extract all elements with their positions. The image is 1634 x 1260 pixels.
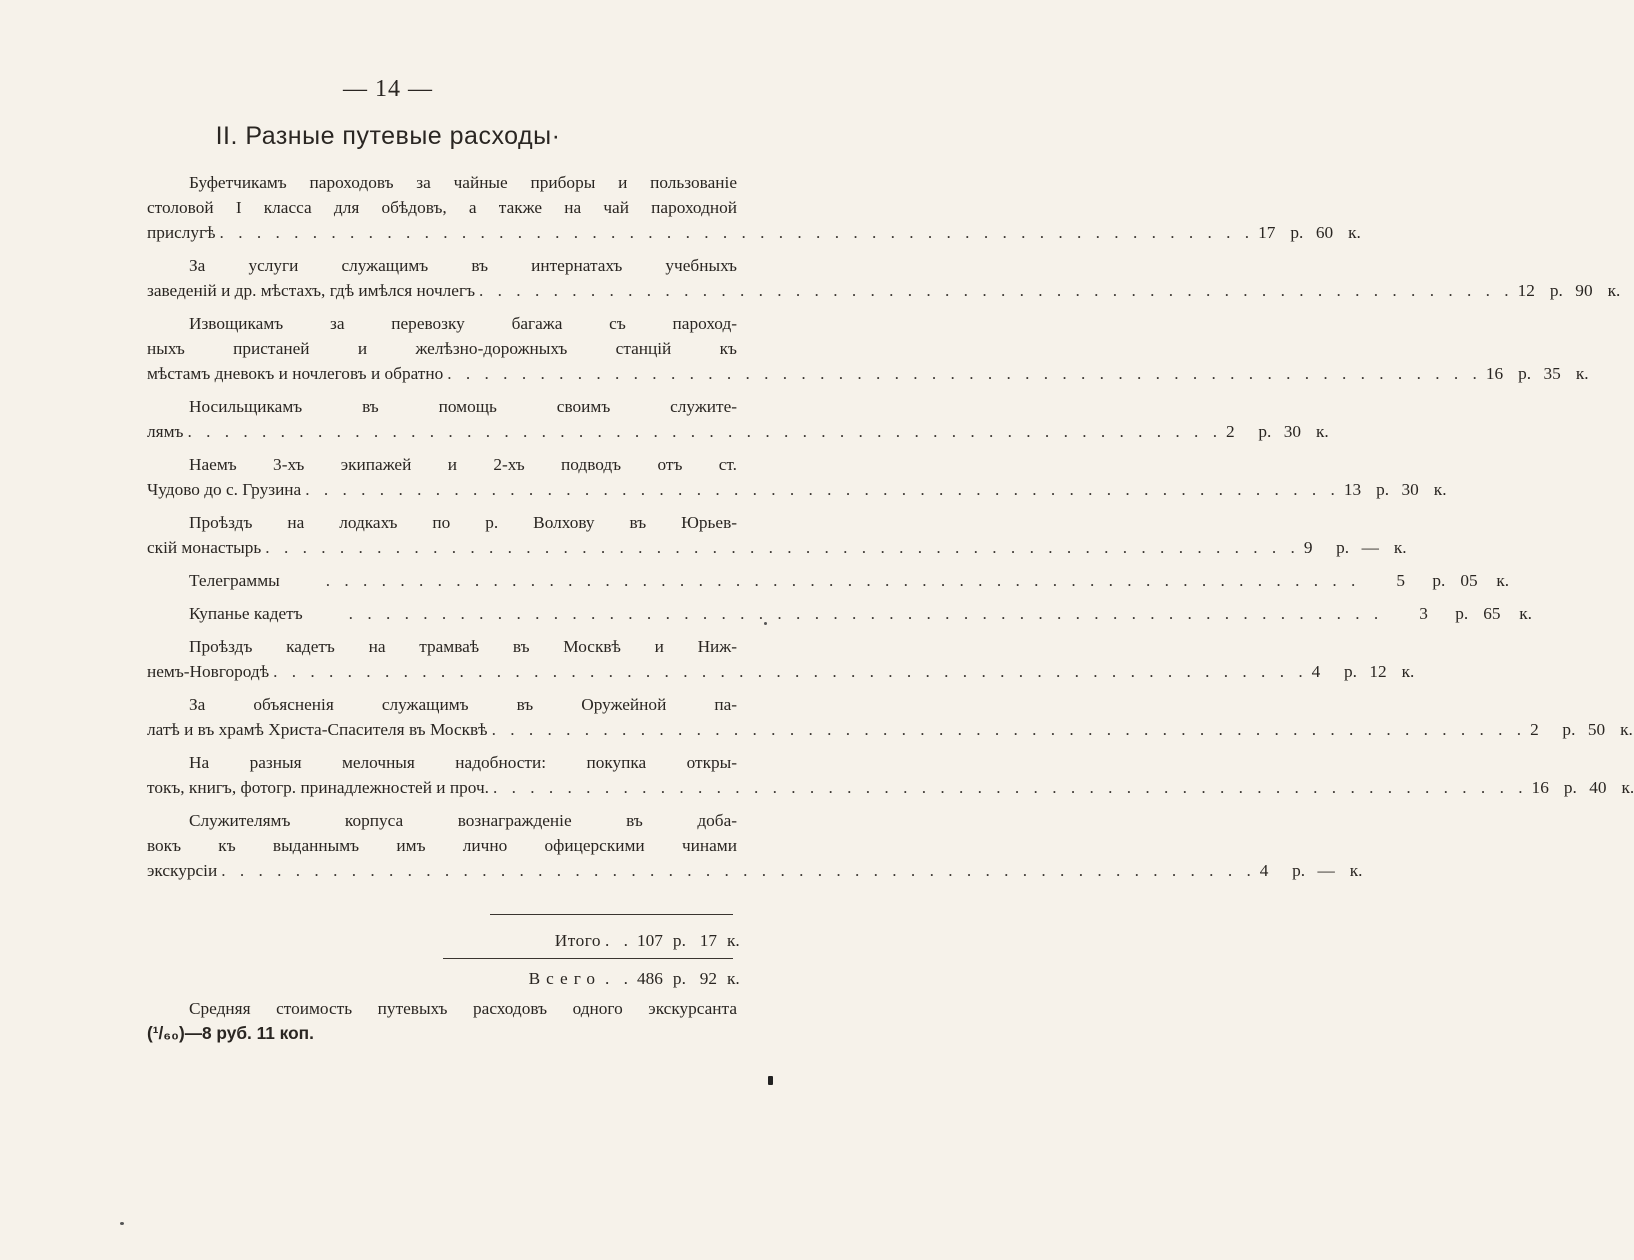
expense-entry — [147, 634, 1415, 684]
amount-kop-unit: к. — [1401, 662, 1415, 681]
amount-kop: 12 — [1369, 662, 1387, 681]
amount-kop: 40 — [1589, 778, 1607, 797]
amount-kop-unit: к. — [1349, 861, 1363, 880]
expense-entry — [147, 601, 1532, 626]
amount-kop-unit: к. — [1496, 571, 1510, 590]
expense-amount — [1303, 535, 1407, 560]
expense-text: латѣ и въ храмѣ Христа-Спасителя въ Москвѣ — [147, 720, 488, 739]
amount-kop: — — [1361, 538, 1379, 557]
expense-line-with-amount — [147, 419, 1329, 444]
expense-text: мѣстамъ дневокъ и ночлеговъ и обратно — [147, 364, 444, 383]
amount-kop: 50 — [1587, 720, 1606, 739]
expense-text: ныхъ пристаней и желѣзно-дорожныхъ станцій къ — [147, 339, 737, 358]
expense-amount — [1532, 775, 1632, 800]
expense-entry — [147, 452, 1447, 502]
amount-kop-unit: к. — [1348, 223, 1361, 242]
amount-rub: 17 — [1258, 223, 1276, 242]
total-label: Итого — [554, 931, 602, 950]
grand-total-rub: 486 — [637, 969, 663, 988]
expense-list — [147, 170, 1634, 891]
dot-leader — [284, 568, 1361, 593]
amount-kop-unit: к. — [1621, 778, 1634, 797]
expense-text: Наемъ 3-хъ экипажей и 2-хъ подводъ отъ ст. — [189, 455, 737, 474]
grand-total-leader: . . — [605, 969, 633, 988]
amount-kop-unit: к. — [1316, 422, 1329, 441]
dot-leader — [492, 717, 1527, 742]
amount-rub: 3 — [1419, 604, 1428, 623]
expense-text: Носильщикамъ въ помощь своимъ служите- — [189, 397, 737, 416]
amount-rub-unit: р. — [1343, 662, 1357, 681]
dot-leader — [273, 659, 1308, 684]
dot-leader — [493, 775, 1528, 800]
expense-line-with-amount — [147, 858, 1363, 883]
grand-total-kop-unit: к. — [727, 969, 740, 988]
expense-text: Проѣздъ кадетъ на трамваѣ въ Москвѣ и Ниж- — [189, 637, 737, 656]
expense-line-with-amount — [147, 775, 1634, 800]
amount-rub: 2 — [1530, 720, 1539, 739]
expense-amount — [1387, 601, 1532, 626]
expense-amount — [1343, 477, 1447, 502]
expense-text: токъ, книгъ, фотогр. принадлежностей и проч. — [147, 778, 489, 797]
expense-line-with-amount — [147, 717, 1633, 742]
average-cost-line2: (¹/₆₀)—8 руб. 11 коп. — [147, 1023, 314, 1043]
dot-leader — [187, 419, 1222, 444]
expense-amount — [1517, 278, 1621, 303]
amount-rub-unit: р. — [1432, 571, 1446, 590]
dot-leader — [447, 361, 1482, 386]
expense-text: За услуги служащимъ въ интернатахъ учебныхъ — [189, 256, 737, 275]
expense-amount — [1259, 858, 1363, 883]
expense-text: Служителямъ корпуса вознагражденіе въ доба- — [189, 811, 737, 830]
amount-rub-unit: р. — [1258, 422, 1272, 441]
amount-kop-unit: к. — [1575, 364, 1589, 383]
amount-rub: 4 — [1259, 861, 1269, 880]
expense-entry — [147, 170, 1361, 245]
amount-rub-unit: р. — [1290, 223, 1304, 242]
dot-leader — [265, 535, 1300, 560]
amount-rub: 9 — [1303, 538, 1313, 557]
paper-speck — [764, 622, 767, 625]
total-rub-unit: р. — [672, 931, 686, 950]
amount-rub: 12 — [1517, 281, 1535, 300]
dot-leader — [479, 278, 1514, 303]
expense-amount — [1364, 568, 1510, 593]
expense-line-with-amount — [147, 361, 1589, 386]
expense-amount — [1258, 220, 1361, 245]
amount-kop: 30 — [1401, 480, 1419, 499]
paper-speck — [120, 1222, 124, 1225]
average-cost-line1: Средняя стоимость путевыхъ расходовъ одного экскурсанта — [189, 999, 737, 1018]
expense-line-with-amount — [147, 601, 1532, 626]
amount-kop-unit: к. — [1607, 281, 1621, 300]
expense-text: Проѣздъ на лодкахъ по р. Волхову въ Юрьев- — [189, 513, 737, 532]
expense-text: Извощикамъ за перевозку багажа съ пароход- — [189, 314, 737, 333]
total-leader: . . — [605, 931, 633, 950]
expense-line-with-amount — [147, 535, 1407, 560]
expense-line-with-amount — [147, 278, 1621, 303]
amount-kop: 35 — [1543, 364, 1561, 383]
expense-text: Буфетчикамъ пароходовъ за чайные приборы и пользованіе — [189, 173, 737, 192]
expense-entry — [147, 311, 1589, 386]
amount-rub-unit: р. — [1563, 778, 1577, 797]
amount-rub: 16 — [1485, 364, 1504, 383]
expense-text: Чудово до с. Грузина — [147, 480, 302, 499]
amount-kop: — — [1317, 861, 1335, 880]
expense-text: скій монастырь — [147, 538, 262, 557]
expense-entry — [147, 253, 1621, 303]
amount-kop: 30 — [1283, 422, 1302, 441]
page-number: — 14 — — [343, 76, 433, 102]
expense-text: столовой I класса для обѣдовъ, а также на чай пароходной — [147, 198, 737, 217]
total-kop: 17 — [699, 931, 717, 950]
dot-leader — [221, 858, 1256, 883]
amount-rub-unit: р. — [1518, 364, 1532, 383]
amount-rub-unit: р. — [1455, 604, 1469, 623]
amount-rub-unit: р. — [1549, 281, 1563, 300]
expense-entry — [147, 750, 1634, 800]
expense-entry — [147, 808, 1363, 883]
amount-rub: 2 — [1226, 422, 1235, 441]
grand-total-rule — [443, 958, 733, 959]
expense-text: прислугѣ — [147, 223, 216, 242]
expense-line-with-amount — [147, 220, 1361, 245]
expense-text: Купанье кадетъ — [189, 604, 303, 623]
amount-kop-unit: к. — [1433, 480, 1447, 499]
total-kop-unit: к. — [727, 931, 740, 950]
paper-speck — [768, 1076, 773, 1085]
grand-total-row — [147, 966, 740, 991]
amount-kop: 90 — [1575, 281, 1593, 300]
expense-text: На разныя мелочныя надобности: покупка откры- — [189, 753, 737, 772]
expense-amount — [1530, 717, 1633, 742]
expense-text: За объясненія служащимъ въ Оружейной па- — [189, 695, 737, 714]
expense-line-with-amount — [147, 477, 1447, 502]
total-row — [147, 928, 740, 953]
total-rub: 107 — [637, 931, 663, 950]
expense-text: экскурсіи — [147, 861, 218, 880]
amount-rub-unit: р. — [1376, 480, 1390, 499]
total-rule — [490, 914, 733, 915]
amount-rub: 4 — [1311, 662, 1321, 681]
expense-entry — [147, 510, 1407, 560]
amount-rub-unit: р. — [1562, 720, 1576, 739]
expense-entry — [147, 692, 1633, 742]
dot-leader — [220, 220, 1255, 245]
grand-total-kop: 92 — [699, 969, 717, 988]
amount-kop-unit: к. — [1393, 538, 1407, 557]
expense-text: заведеній и др. мѣстахъ, гдѣ имѣлся ночлегъ — [147, 281, 476, 300]
amount-rub: 5 — [1396, 571, 1405, 590]
amount-kop-unit: к. — [1620, 720, 1633, 739]
expense-amount — [1226, 419, 1329, 444]
amount-kop-unit: к. — [1519, 604, 1532, 623]
amount-rub-unit: р. — [1292, 861, 1306, 880]
expense-line-with-amount — [147, 568, 1510, 593]
expense-amount — [1311, 659, 1415, 684]
expense-line-with-amount — [147, 659, 1415, 684]
section-title: II. Разные путевые расходы· — [215, 122, 561, 150]
amount-kop: 60 — [1315, 223, 1334, 242]
expense-amount — [1485, 361, 1589, 386]
expense-entry — [147, 568, 1510, 593]
amount-rub-unit: р. — [1336, 538, 1350, 557]
grand-total-rub-unit: р. — [672, 969, 686, 988]
amount-kop: 05 — [1460, 571, 1478, 590]
amount-rub: 16 — [1531, 778, 1549, 797]
dot-leader — [307, 601, 1384, 626]
expense-text: немъ-Новгородѣ — [147, 662, 270, 681]
expense-text: Телеграммы — [189, 571, 280, 590]
dot-leader — [305, 477, 1340, 502]
expense-text: лямъ — [147, 422, 184, 441]
expense-entry — [147, 394, 1329, 444]
amount-rub: 13 — [1343, 480, 1362, 499]
amount-kop: 65 — [1483, 604, 1501, 623]
expense-text: вокъ къ выданнымъ имъ лично офицерскими чинами — [147, 836, 737, 855]
average-cost-note — [147, 996, 737, 1046]
grand-total-label: Всего — [528, 969, 602, 988]
